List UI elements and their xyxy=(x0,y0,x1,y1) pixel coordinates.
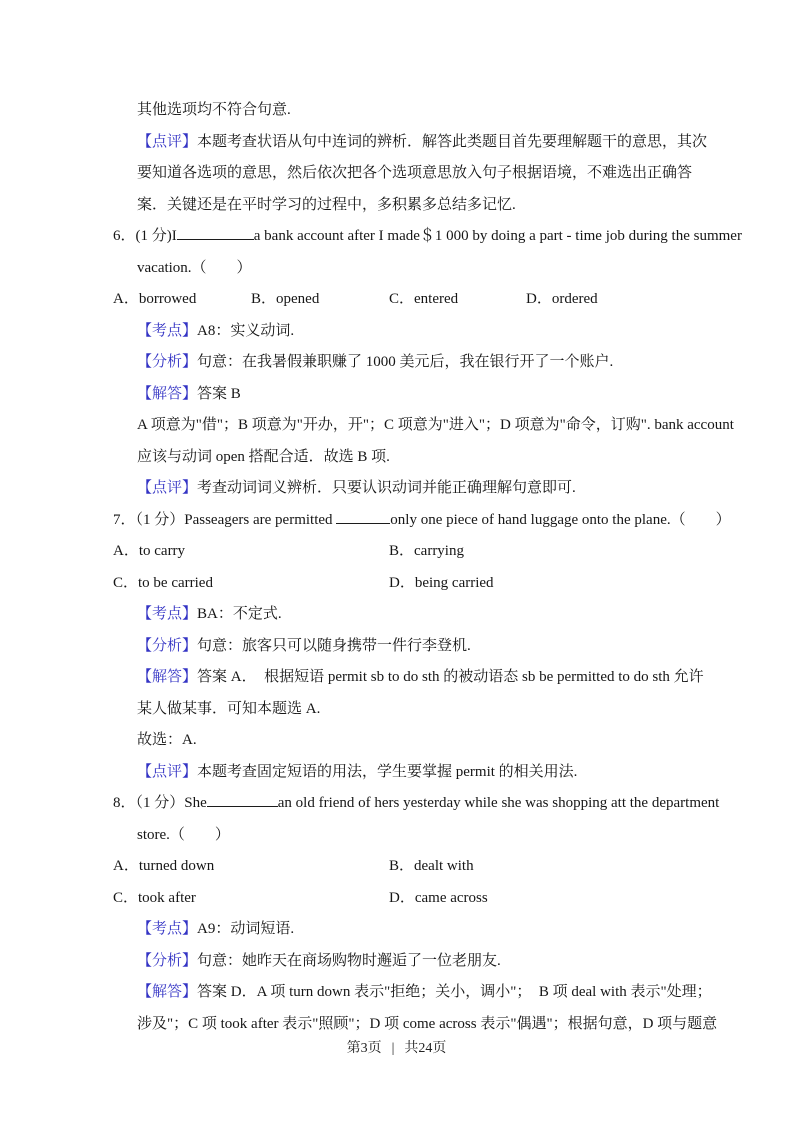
section-label: 【解答】 xyxy=(137,385,198,402)
text-segment: 其他选项均不符合句意. xyxy=(137,102,291,118)
doc-line xyxy=(113,95,713,127)
option-item: D．ordered xyxy=(526,291,598,307)
text-segment: 案．关键还是在平时学习的过程中，多积累多总结多记忆. xyxy=(137,196,516,213)
footer-separator: | xyxy=(391,1041,395,1056)
option-item: D．being carried xyxy=(389,574,494,591)
section-label: 【分析】 xyxy=(137,952,198,969)
doc-line xyxy=(113,977,713,1009)
options-line xyxy=(113,536,713,568)
text-segment: 句意：她昨天在商场购物时邂逅了一位老朋友. xyxy=(197,952,501,969)
section-label: 【分析】 xyxy=(137,637,198,654)
footer-total-pages: 共24页 xyxy=(404,1041,447,1056)
text-segment: 句意：旅客只可以随身携带一件行李登机. xyxy=(197,637,471,654)
text-segment: 应该与动词 open 搭配合适．故选 B 项. xyxy=(137,448,390,465)
page-footer xyxy=(0,1036,793,1062)
text-segment: A9：动词短语. xyxy=(197,921,295,937)
section-label: 【分析】 xyxy=(137,354,198,370)
doc-line xyxy=(113,631,713,663)
text-segment: 答案 B xyxy=(197,385,241,402)
options-line xyxy=(113,883,713,915)
option-item: B．dealt with xyxy=(389,858,474,874)
text-segment: 本题考查固定短语的用法，学生要掌握 permit 的相关用法. xyxy=(197,763,578,780)
text-segment: 7．（1 分）Passeagers are permitted xyxy=(113,511,337,528)
text-segment: an old friend of hers yesterday while she was shopping att the department xyxy=(277,795,720,811)
text-segment: 答案 A． 根据短语 permit sb to do sth 的被动语态 sb be permitted to do sth 允许 xyxy=(197,669,704,685)
section-label: 【考点】 xyxy=(137,921,198,937)
question-line xyxy=(113,505,731,537)
footer-page-number: 第3页 xyxy=(346,1041,382,1056)
doc-line xyxy=(113,347,713,379)
text-segment: A 项意为"借"；B 项意为"开办，开"；C 项意为"进入"；D 项意为"命令，订购". bank account xyxy=(137,417,734,433)
doc-line xyxy=(113,946,713,978)
text-segment: 6．(1 分)I xyxy=(113,228,177,244)
doc-line xyxy=(113,127,713,159)
doc-line xyxy=(113,820,713,852)
doc-line xyxy=(113,253,713,285)
doc-line xyxy=(113,190,713,222)
text-segment: vacation.（ ） xyxy=(137,259,252,276)
text-segment: 本题考查状语从句中连词的辨析．解答此类题目首先要理解题干的意思，其次 xyxy=(197,133,708,150)
section-label: 【点评】 xyxy=(137,763,198,780)
options-line xyxy=(113,851,713,883)
answer-blank xyxy=(336,509,390,524)
doc-line xyxy=(113,599,713,631)
doc-line xyxy=(113,379,713,411)
doc-line xyxy=(113,662,713,694)
doc-line xyxy=(113,694,713,726)
answer-blank xyxy=(177,226,254,241)
text-segment: store.（ ） xyxy=(137,826,230,843)
option-item: C．to be carried xyxy=(113,574,213,591)
option-item: B．carrying xyxy=(389,543,464,559)
text-segment: a bank account after I made＄1 000 by doing a part - time job during the summer xyxy=(253,228,742,244)
section-label: 【解答】 xyxy=(137,984,198,1000)
question-line xyxy=(113,221,742,253)
section-label: 【考点】 xyxy=(137,322,198,339)
option-item: C．took after xyxy=(113,889,196,906)
doc-line xyxy=(113,410,734,442)
text-segment: only one piece of hand luggage onto the plane.（ ） xyxy=(390,511,731,528)
text-segment: 考查动词词义辨析．只要认识动词并能正确理解句意即可. xyxy=(197,480,576,496)
section-label: 【点评】 xyxy=(137,133,198,150)
text-segment: BA：不定式. xyxy=(197,606,282,622)
doc-line xyxy=(113,757,713,789)
text-segment: 答案 D．A 项 turn down 表示"拒绝；关小，调小"； B 项 deal with 表示"处理； xyxy=(197,984,712,1000)
text-segment: 故选：A. xyxy=(137,732,197,748)
doc-line xyxy=(113,158,713,190)
doc-line xyxy=(113,442,713,474)
option-item: C．entered xyxy=(389,291,459,307)
text-segment: 要知道各选项的意思，然后依次把各个选项意思放入句子根据语境，不难选出正确答 xyxy=(137,165,693,181)
options-line xyxy=(113,568,713,600)
exam-answer-content xyxy=(113,95,742,1040)
text-segment: 涉及"；C 项 took after 表示"照顾"；D 项 come across 表示"偶遇"；根据句意，D 项与题意 xyxy=(137,1015,718,1032)
options-line xyxy=(113,284,713,316)
text-segment: A8：实义动词. xyxy=(197,322,295,339)
doc-line xyxy=(113,725,713,757)
option-item: B．opened xyxy=(251,291,320,307)
text-segment: 某人做某事．可知本题选 A. xyxy=(137,700,321,717)
section-label: 【解答】 xyxy=(137,669,198,685)
option-item: A．to carry xyxy=(113,543,186,559)
text-segment: 句意：在我暑假兼职赚了 1000 美元后，我在银行开了一个账户. xyxy=(197,354,614,370)
doc-line xyxy=(113,316,713,348)
option-item: A．turned down xyxy=(113,858,215,874)
option-item: D．came across xyxy=(389,889,488,906)
doc-line xyxy=(113,473,713,505)
text-segment: 8．（1 分）She xyxy=(113,795,207,811)
option-item: A．borrowed xyxy=(113,291,197,307)
section-label: 【点评】 xyxy=(137,480,198,496)
answer-blank xyxy=(207,793,278,808)
question-line xyxy=(113,788,720,820)
doc-line xyxy=(113,914,713,946)
section-label: 【考点】 xyxy=(137,606,198,622)
